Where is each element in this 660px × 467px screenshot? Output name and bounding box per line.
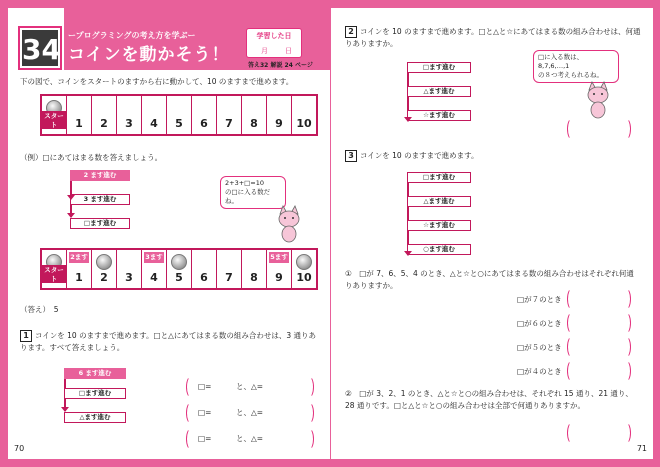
- q3-step-4: ○ます進む: [407, 244, 471, 255]
- paren-right: [304, 428, 314, 450]
- coin-icon: [296, 254, 312, 270]
- track-cell: 8: [242, 96, 267, 134]
- q3-step-1: □ます進む: [407, 172, 471, 183]
- example-answer: [20, 304, 59, 316]
- coin-icon: [171, 254, 187, 270]
- question-number: 3: [345, 150, 357, 162]
- track-cell: 2: [92, 250, 117, 288]
- paren-left: [567, 118, 577, 140]
- case-label: □が４のとき: [517, 367, 562, 376]
- question-2: [345, 26, 641, 50]
- paren-left: [186, 376, 196, 398]
- track-cell: 7: [217, 96, 242, 134]
- question-1: [20, 330, 316, 354]
- move-tag: 2ます: [70, 253, 88, 261]
- track-cell: 3: [117, 96, 142, 134]
- track-cell: 3: [117, 250, 142, 288]
- q1-square-label: □=: [198, 382, 212, 391]
- paren-left: [567, 336, 577, 358]
- paren-left: [186, 428, 196, 450]
- example-step-3: □ます進む: [70, 218, 130, 229]
- sub-question-2: ② □が 3、2、1 のとき、△と☆と○の組み合わせは、それぞれ 15 通り、21 通り、28 通りです。□と△と☆と○の組み合わせは全部で何通りありますか。: [345, 389, 633, 410]
- answer-value: 5: [53, 305, 59, 314]
- flow-arrow-icon: [67, 195, 75, 200]
- paren-left: [567, 422, 577, 444]
- paren-right: [621, 360, 631, 382]
- flow-arrow-icon: [67, 213, 75, 218]
- q1-step-2: □ます進む: [64, 388, 126, 399]
- track-cell: 8: [242, 250, 267, 288]
- question-2-text: コインを 10 のますまで進めます。□と△と☆にあてはまる数の組み合わせは、何通りありますか。: [345, 27, 641, 48]
- answer-reference: 答え32 解説 24 ページ: [248, 62, 313, 69]
- move-tag: 5ます: [270, 253, 288, 261]
- date-month: 月: [261, 47, 268, 55]
- paren-right: [304, 376, 314, 398]
- track-cell: 10: [292, 250, 316, 288]
- track-cell: 6: [192, 96, 217, 134]
- lesson-number: 34: [20, 28, 60, 68]
- paren-left: [567, 288, 577, 310]
- case-label: □が７のとき: [517, 295, 562, 304]
- track-cell: 1: [67, 96, 92, 134]
- paren-left: [186, 402, 196, 424]
- q3-step-2: △ます進む: [407, 196, 471, 207]
- paren-right: [621, 422, 631, 444]
- paren-right: [621, 288, 631, 310]
- q2-step-2: △ます進む: [407, 86, 471, 97]
- page-number-right: 71: [636, 444, 647, 453]
- paren-right: [304, 402, 314, 424]
- question-number: 2: [345, 26, 357, 38]
- q2-step-1: □ます進む: [407, 62, 471, 73]
- question-3-text: コインを 10 のますまで進めます。: [360, 151, 479, 160]
- cat-mascot-icon: [583, 80, 613, 120]
- example-track: [40, 248, 318, 290]
- paren-right: [621, 336, 631, 358]
- track-cell: 9: [267, 96, 292, 134]
- q1-triangle-label: と、△=: [236, 434, 264, 443]
- date-box: [246, 28, 302, 58]
- track-cell: 4: [142, 96, 167, 134]
- track-cell: 6: [192, 250, 217, 288]
- question-number: 1: [20, 330, 32, 342]
- cat-mascot-icon: [274, 204, 304, 244]
- case-label: □が６のとき: [517, 319, 562, 328]
- left-page: [8, 8, 330, 459]
- example-step-2: 3 ます進む: [70, 194, 130, 205]
- example-prompt: （例）□にあてはまる数を答えましょう。: [20, 153, 163, 162]
- q2-step-3: ☆ます進む: [407, 110, 471, 121]
- question-1-text: コインを 10 のますまで進めます。□と△にあてはまる数の組み合わせは、3 通りあります。すべて答えましょう。: [20, 331, 316, 352]
- flow-arrow-icon: [404, 251, 412, 256]
- example-step-1: 2 ます進む: [70, 170, 130, 181]
- start-track: [40, 94, 318, 136]
- flow-arrow-icon: [404, 117, 412, 122]
- paren-right: [621, 118, 631, 140]
- track-cell: 10: [296, 117, 312, 130]
- paren-left: [567, 312, 577, 334]
- case-label: □が５のとき: [517, 343, 562, 352]
- lesson-subtitle: ープログラミングの考え方を学ぶー: [68, 31, 196, 40]
- q1-step-3: △ます進む: [64, 412, 126, 423]
- hint-bubble: □に入る数は、8,7,6,…,1 の８つ考えられるね。: [533, 50, 619, 83]
- q1-square-label: □=: [198, 434, 212, 443]
- hint-bubble: 2+3+□=10 の□に入る数だね。: [220, 176, 286, 209]
- date-day: 日: [285, 47, 292, 55]
- answer-label: （答え）: [20, 305, 47, 314]
- track-cell: 2: [92, 96, 117, 134]
- track-cell: スタート: [42, 250, 67, 288]
- flow-arrow-icon: [61, 407, 69, 412]
- track-cell: 2ます 1: [67, 250, 92, 288]
- intro-text: 下の図で、コインをスタートのますから右に動かして、10 のますまで進めます。: [20, 77, 294, 86]
- q3-step-3: ☆ます進む: [407, 220, 471, 231]
- track-cell: 5: [167, 250, 192, 288]
- q1-triangle-label: と、△=: [236, 382, 264, 391]
- paren-left: [567, 360, 577, 382]
- q1-step-1: 6 ます進む: [64, 368, 126, 379]
- q1-square-label: □=: [198, 408, 212, 417]
- q1-triangle-label: と、△=: [236, 408, 264, 417]
- date-label: 学習した日: [256, 32, 292, 40]
- question-3: [345, 150, 641, 162]
- track-cell: 5: [167, 96, 192, 134]
- lesson-title: コインを動かそう！: [68, 45, 230, 65]
- paren-right: [621, 312, 631, 334]
- track-cell: 3ます 4: [142, 250, 167, 288]
- sub-question-1: ① □が 7、6、5、4 のとき、△と☆と○にあてはまる数の組み合わせはそれぞれ何通りありますか。: [345, 269, 634, 290]
- track-cell: 5ます 9: [267, 250, 292, 288]
- right-page: [331, 8, 653, 459]
- coin-icon: [96, 254, 112, 270]
- move-tag: 3ます: [145, 253, 163, 261]
- track-cell: スタート: [42, 96, 67, 134]
- page-number-left: 70: [14, 444, 25, 453]
- track-cell: 7: [217, 250, 242, 288]
